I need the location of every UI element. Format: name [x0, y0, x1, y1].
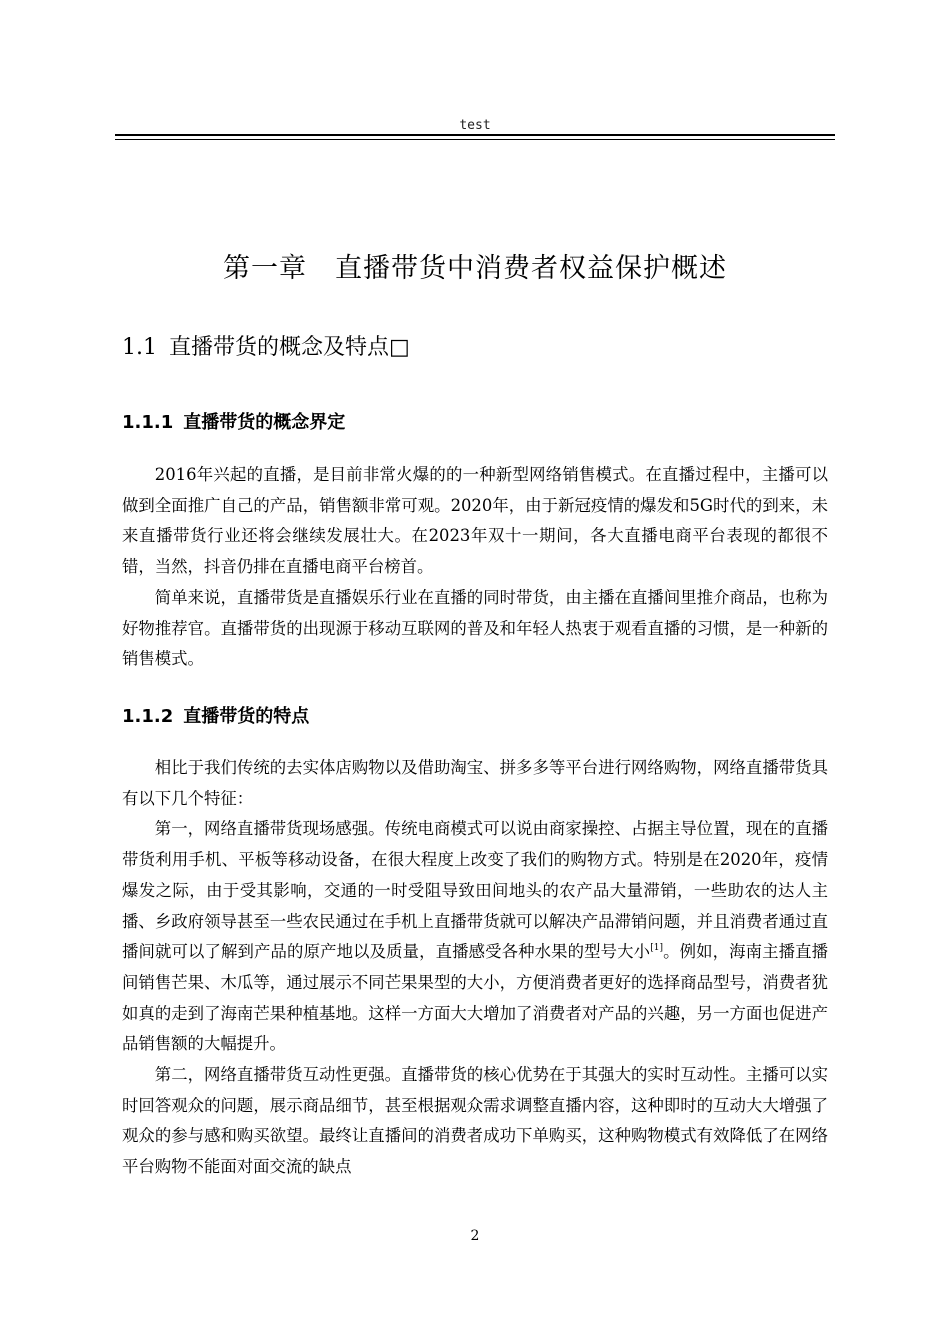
chapter-title: 第一章 直播带货中消费者权益保护概述 — [223, 253, 727, 284]
subsection-heading-1-1-2 — [122, 702, 309, 728]
subsection-number: 1.1.2 — [122, 706, 174, 727]
subsection-body-1-1-1 — [122, 460, 828, 675]
page-number: 2 — [470, 1228, 480, 1244]
subsection-title-text: 直播带货的概念界定 — [183, 412, 346, 433]
body-paragraph: 第二，网络直播带货互动性更强。直播带货的核心优势在于其强大的实时互动性。主播可以实时回答观众的问题，展示商品细节，甚至根据观众需求调整直播内容，这种即时的互动大大增强了观众的参与感和购买欲望。最终让直播间的消费者成功下单购买，这种购物模式有效降低了在网络平台购物不能面对面交流的缺点 — [122, 1065, 828, 1177]
subsection-number: 1.1.1 — [122, 412, 174, 433]
body-paragraph: 相比于我们传统的去实体店购物以及借助淘宝、拼多多等平台进行网络购物，网络直播带货具有以下几个特征： — [122, 758, 828, 808]
section-title-text: 直播带货的概念及特点□ — [169, 335, 410, 360]
body-paragraph: 2016年兴起的直播，是目前非常火爆的的一种新型网络销售模式。在直播过程中，主播可以做到全面推广自己的产品，销售额非常可观。2020年，由于新冠疫情的爆发和5G时代的到来，未来直播带货行业还将会继续发展壮大。在2023年双十一期间，各大直播电商平台表现的都很不错，当然，抖音仍排在直播电商平台榜首。 — [122, 465, 828, 577]
section-number: 1.1 — [122, 335, 157, 360]
paragraph-text: 。例如，海南主播直播间销售芒果、木瓜等，通过展示不同芒果果型的大小，方便消费者更好的选择商品型号，消费者犹如真的走到了海南芒果种植基地。这样一方面大大增加了消费者对产品的兴趣，另一方面也促进产品销售额的大幅提升。 — [122, 942, 829, 1054]
subsection-heading-1-1-1 — [122, 408, 345, 434]
subsection-title-text: 直播带货的特点 — [183, 706, 310, 727]
section-heading — [122, 330, 410, 361]
header-rule-thick — [115, 134, 835, 136]
header-rule-thin — [115, 139, 835, 140]
citation-reference[interactable]: [1] — [650, 943, 663, 954]
paragraph-text: 第一，网络直播带货现场感强。传统电商模式可以说由商家操控、占据主导位置，现在的直播带货利用手机、平板等移动设备，在很大程度上改变了我们的购物方式。特别是在2020年，疫情爆发之际，由于受其影响，交通的一时受阻导致田间地头的农产品大量滞销，一些助农的达人主播、乡政府领导甚至一些农民通过在手机上直播带货就可以解决产品滞销问题，并且消费者通过直播间就可以了解到产品的原产地以及质量，直播感受各种水果的型号大小 — [122, 819, 828, 962]
running-header: test — [459, 118, 491, 133]
subsection-body-1-1-2 — [122, 753, 828, 1183]
body-paragraph: 简单来说，直播带货是直播娱乐行业在直播的同时带货，由主播在直播间里推介商品，也称为好物推荐官。直播带货的出现源于移动互联网的普及和年轻人热衷于观看直播的习惯，是一种新的销售模式。 — [122, 587, 828, 669]
body-paragraph — [122, 814, 828, 1060]
